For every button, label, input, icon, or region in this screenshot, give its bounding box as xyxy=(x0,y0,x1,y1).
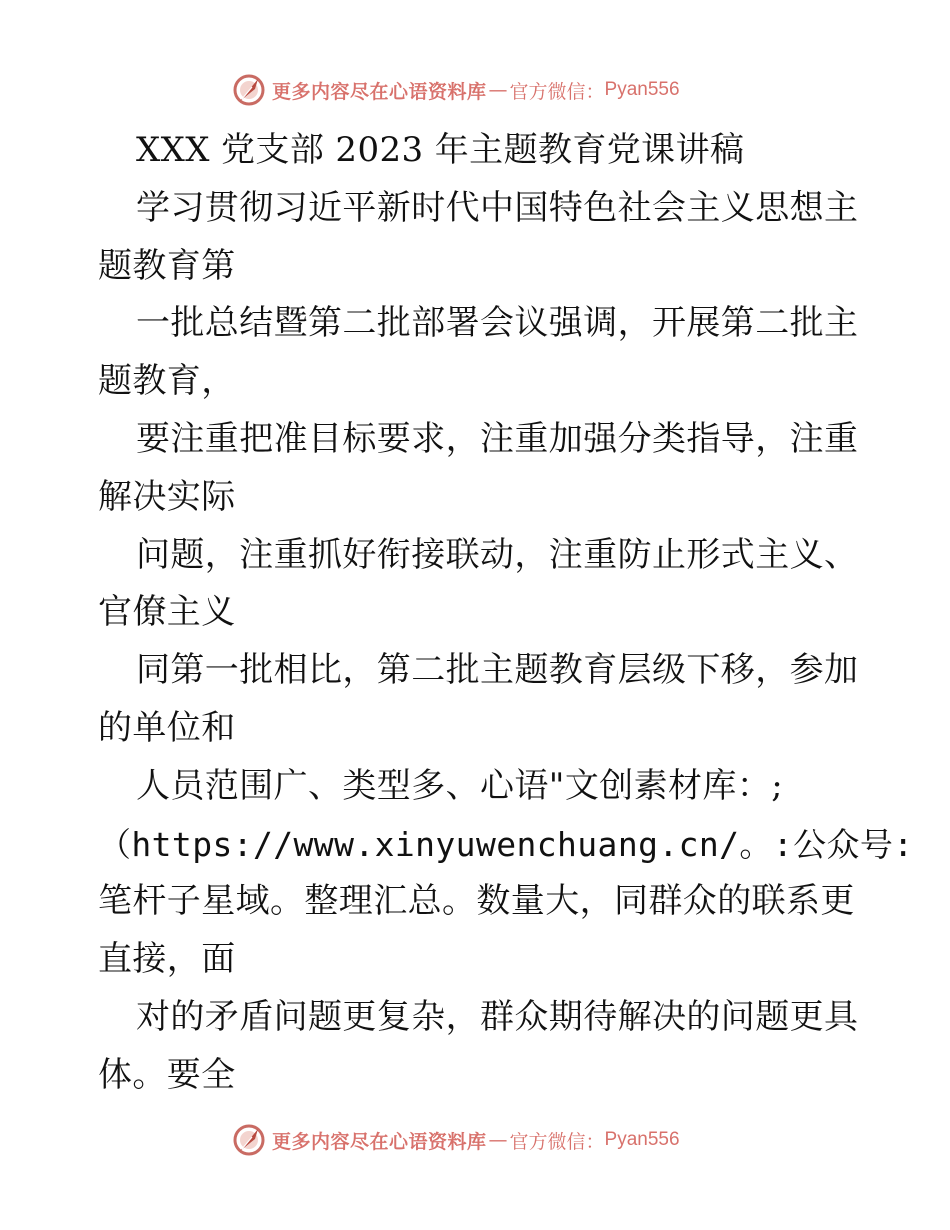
banner-dash: — xyxy=(488,1129,508,1151)
banner-official-label: 官方微信： xyxy=(509,80,605,103)
banner-official-label: 官方微信： xyxy=(509,1130,605,1153)
text-line: 体。要全 xyxy=(98,1054,236,1095)
banner-brand-text: 更多内容尽在心语资料库 xyxy=(272,80,487,103)
banner-dash: — xyxy=(488,79,508,101)
text-line: 官僚主义 xyxy=(98,592,236,633)
text-line: 对的矛盾问题更复杂，群众期待解决的问题更具 xyxy=(136,996,859,1037)
footer-watermark-banner xyxy=(232,1122,680,1158)
document-body xyxy=(98,122,914,1105)
text-line: 一批总结暨第二批部署会议强调，开展第二批主 xyxy=(136,303,859,344)
text-line: 人员范围广、类型多、心语"文创素材库：; xyxy=(136,765,784,806)
text-line: 同第一批相比，第二批主题教育层级下移，参加 xyxy=(136,650,859,691)
text-line: 的单位和 xyxy=(98,707,236,748)
quill-seal-icon xyxy=(232,1123,266,1157)
quill-seal-icon xyxy=(232,73,266,107)
header-watermark-banner xyxy=(232,72,680,108)
text-line: 直接，面 xyxy=(98,939,236,980)
text-line: 解决实际 xyxy=(98,476,236,517)
text-line: 要注重把准目标要求，注重加强分类指导，注重 xyxy=(136,418,859,459)
text-line: 学习贯彻习近平新时代中国特色社会主义思想主 xyxy=(136,187,859,228)
text-line: 笔杆子星域。整理汇总。数量大，同群众的联系更 xyxy=(98,881,855,922)
text-line: 题教育， xyxy=(98,361,236,402)
banner-brand-text: 更多内容尽在心语资料库 xyxy=(272,1130,487,1153)
banner-wechat-id: Pyan556 xyxy=(604,79,680,100)
banner-wechat-id: Pyan556 xyxy=(604,1129,680,1150)
text-line-url: （https://www.xinyuwenchuang.cn/。:公众号: xyxy=(98,824,914,864)
document-title: XXX 党支部 2023 年主题教育党课讲稿 xyxy=(136,130,745,170)
text-line: 题教育第 xyxy=(98,245,236,286)
text-line: 问题，注重抓好衔接联动，注重防止形式主义、 xyxy=(136,534,859,575)
